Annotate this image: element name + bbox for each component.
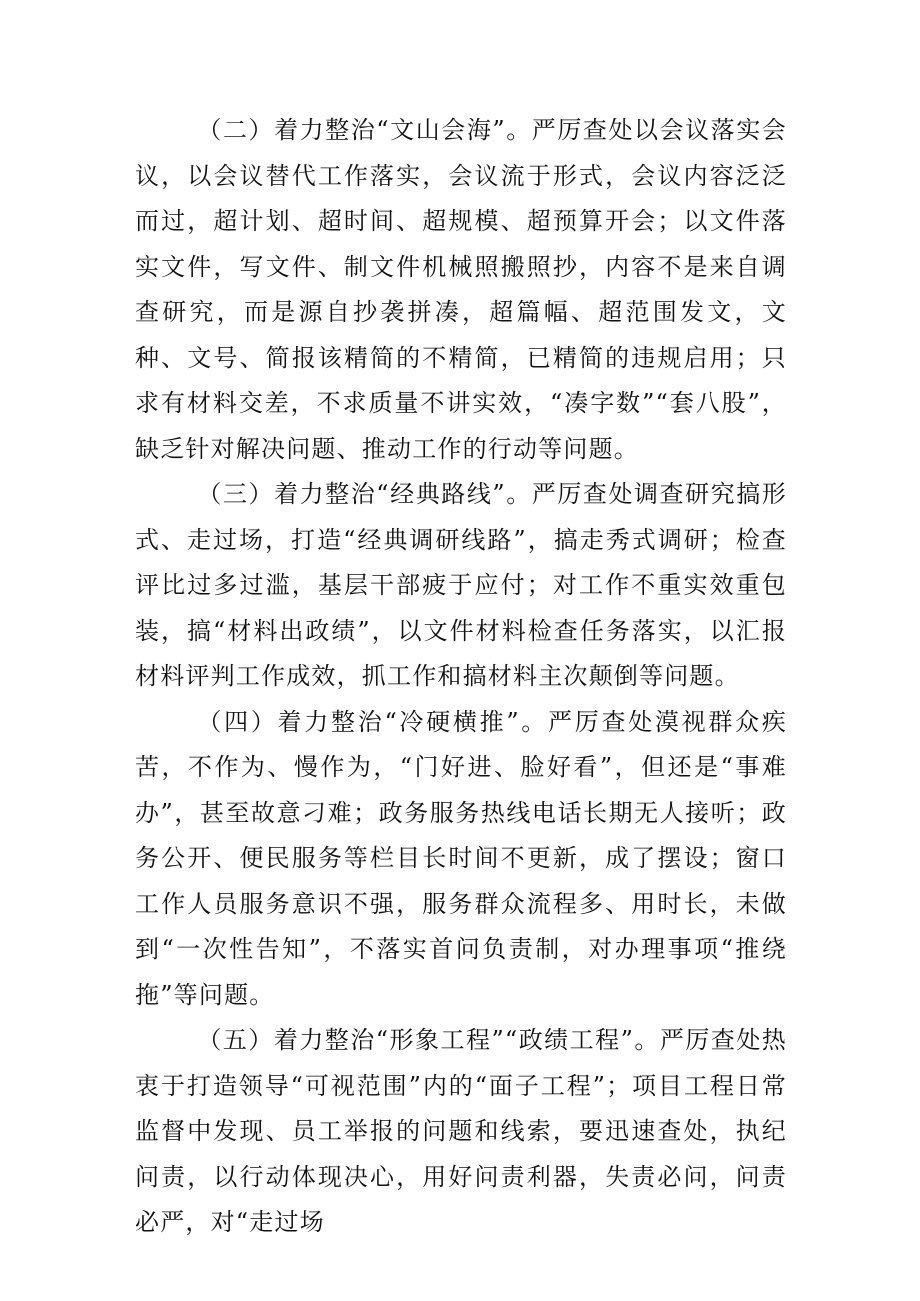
paragraph-section-4: （四）着力整治“冷硬横推”。严厉查处漠视群众疾苦，不作为、慢作为，“门好进、脸好看”，但还是“事难办”，甚至故意刁难；政务服务热线电话长期无人接听；政务公开、便民服务等栏目长时间不更新，成了摆设；窗口工作人员服务意识不强，服务群众流程多、用时长，未做到“一次性告知”，不落实首问负责制，对办理事项“推绕拖”等问题。 — [135, 707, 787, 1009]
paragraph-section-5: （五）着力整治“形象工程”“政绩工程”。严厉查处热衷于打造领导“可视范围”内的“面子工程”；项目工程日常监督中发现、员工举报的问题和线索，要迅速查处，执纪问责，以行动体现决心，用好问责利器，失责必问，问责必严，对“走过场 — [135, 1026, 787, 1236]
paragraph-section-2: （二）着力整治“文山会海”。严厉查处以会议落实会议，以会议替代工作落实，会议流于形式，会议内容泛泛而过，超计划、超时间、超规模、超预算开会；以文件落实文件，写文件、制文件机械照搬照抄，内容不是来自调查研究，而是源自抄袭拼凑，超篇幅、超范围发文，文种、文号、简报该精简的不精简，已精简的违规启用；只求有材料交差，不求质量不讲实效，“凑字数”“套八股”，缺乏针对解决问题、推动工作的行动等问题。 — [135, 116, 787, 463]
document-body — [135, 108, 787, 1246]
paragraph-section-3: （三）着力整治“经典路线”。严厉查处调查研究搞形式、走过场，打造“经典调研线路”，搞走秀式调研；检查评比过多过滥，基层干部疲于应付；对工作不重实效重包装，搞“材料出政绩”，以文件材料检查任务落实，以汇报材料评判工作成效，抓工作和搞材料主次颠倒等问题。 — [135, 480, 787, 690]
